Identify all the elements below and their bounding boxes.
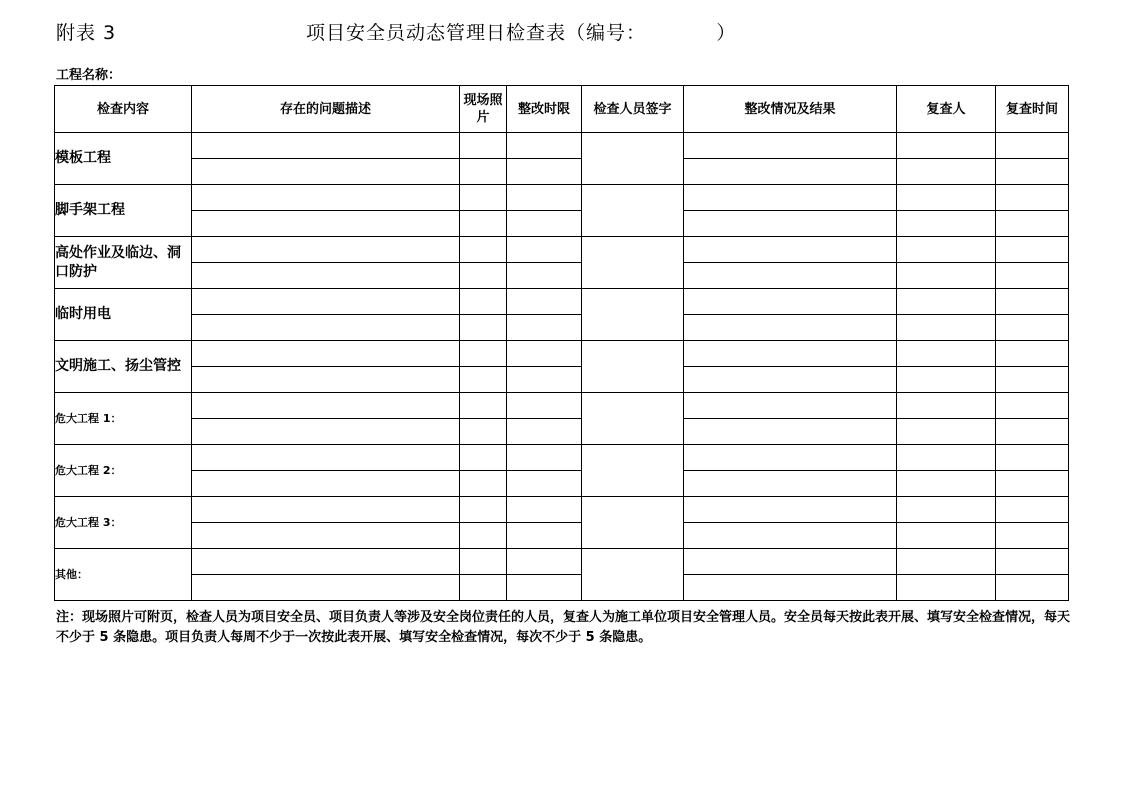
site-photo-cell[interactable] bbox=[460, 315, 507, 341]
reviewer-cell[interactable] bbox=[897, 445, 996, 471]
rectification-deadline-cell[interactable] bbox=[507, 237, 582, 263]
review-time-cell[interactable] bbox=[996, 315, 1069, 341]
inspector-signature-cell[interactable] bbox=[582, 133, 684, 185]
rectification-deadline-cell[interactable] bbox=[507, 133, 582, 159]
rectification-result-cell[interactable] bbox=[684, 549, 897, 575]
rectification-result-cell[interactable] bbox=[684, 159, 897, 185]
rectification-result-cell[interactable] bbox=[684, 497, 897, 523]
table-row bbox=[55, 185, 1069, 211]
rectification-deadline-cell[interactable] bbox=[507, 341, 582, 367]
reviewer-cell[interactable] bbox=[897, 315, 996, 341]
rectification-deadline-cell[interactable] bbox=[507, 159, 582, 185]
rectification-result-cell[interactable] bbox=[684, 315, 897, 341]
problem-description-cell[interactable] bbox=[192, 419, 460, 445]
site-photo-cell[interactable] bbox=[460, 159, 507, 185]
category-label: 脚手架工程 bbox=[55, 185, 192, 237]
rectification-deadline-cell[interactable] bbox=[507, 445, 582, 471]
category-label: 其他： bbox=[55, 549, 192, 601]
problem-description-cell[interactable] bbox=[192, 445, 460, 471]
reviewer-cell[interactable] bbox=[897, 367, 996, 393]
site-photo-cell[interactable] bbox=[460, 419, 507, 445]
site-photo-cell[interactable] bbox=[460, 549, 507, 575]
rectification-result-cell[interactable] bbox=[684, 575, 897, 601]
inspector-signature-cell[interactable] bbox=[582, 445, 684, 497]
appendix-label: 附表 3 bbox=[56, 22, 117, 44]
col-header-rectification-deadline: 整改时限 bbox=[507, 86, 582, 133]
inspection-table bbox=[54, 85, 1069, 601]
table-row bbox=[55, 315, 1069, 341]
table-row bbox=[55, 159, 1069, 185]
review-time-cell[interactable] bbox=[996, 237, 1069, 263]
problem-description-cell[interactable] bbox=[192, 549, 460, 575]
review-time-cell[interactable] bbox=[996, 497, 1069, 523]
problem-description-cell[interactable] bbox=[192, 263, 460, 289]
review-time-cell[interactable] bbox=[996, 393, 1069, 419]
problem-description-cell[interactable] bbox=[192, 471, 460, 497]
table-row bbox=[55, 393, 1069, 419]
rectification-result-cell[interactable] bbox=[684, 263, 897, 289]
rectification-result-cell[interactable] bbox=[684, 367, 897, 393]
table-row bbox=[55, 367, 1069, 393]
site-photo-cell[interactable] bbox=[460, 133, 507, 159]
inspector-signature-cell[interactable] bbox=[582, 341, 684, 393]
rectification-deadline-cell[interactable] bbox=[507, 497, 582, 523]
category-label: 文明施工、扬尘管控 bbox=[55, 341, 192, 393]
site-photo-cell[interactable] bbox=[460, 367, 507, 393]
rectification-deadline-cell[interactable] bbox=[507, 289, 582, 315]
rectification-deadline-cell[interactable] bbox=[507, 393, 582, 419]
rectification-deadline-cell[interactable] bbox=[507, 185, 582, 211]
table-row bbox=[55, 263, 1069, 289]
problem-description-cell[interactable] bbox=[192, 289, 460, 315]
review-time-cell[interactable] bbox=[996, 549, 1069, 575]
table-row bbox=[55, 549, 1069, 575]
col-header-problem-description: 存在的问题描述 bbox=[192, 86, 460, 133]
rectification-deadline-cell[interactable] bbox=[507, 211, 582, 237]
reviewer-cell[interactable] bbox=[897, 523, 996, 549]
rectification-deadline-cell[interactable] bbox=[507, 419, 582, 445]
col-header-site-photo: 现场照片 bbox=[460, 86, 507, 133]
rectification-deadline-cell[interactable] bbox=[507, 471, 582, 497]
rectification-deadline-cell[interactable] bbox=[507, 523, 582, 549]
rectification-result-cell[interactable] bbox=[684, 419, 897, 445]
review-time-cell[interactable] bbox=[996, 575, 1069, 601]
table-row bbox=[55, 497, 1069, 523]
table-row bbox=[55, 471, 1069, 497]
table-row bbox=[55, 445, 1069, 471]
problem-description-cell[interactable] bbox=[192, 367, 460, 393]
review-time-cell[interactable] bbox=[996, 419, 1069, 445]
problem-description-cell[interactable] bbox=[192, 497, 460, 523]
review-time-cell[interactable] bbox=[996, 445, 1069, 471]
reviewer-cell[interactable] bbox=[897, 133, 996, 159]
reviewer-cell[interactable] bbox=[897, 289, 996, 315]
problem-description-cell[interactable] bbox=[192, 575, 460, 601]
rectification-result-cell[interactable] bbox=[684, 523, 897, 549]
reviewer-cell[interactable] bbox=[897, 549, 996, 575]
table-row bbox=[55, 419, 1069, 445]
review-time-cell[interactable] bbox=[996, 133, 1069, 159]
reviewer-cell[interactable] bbox=[897, 159, 996, 185]
reviewer-cell[interactable] bbox=[897, 575, 996, 601]
site-photo-cell[interactable] bbox=[460, 575, 507, 601]
form-title: 项目安全员动态管理日检查表（编号： ） bbox=[306, 22, 737, 44]
site-photo-cell[interactable] bbox=[460, 523, 507, 549]
rectification-result-cell[interactable] bbox=[684, 471, 897, 497]
col-header-reviewer: 复查人 bbox=[897, 86, 996, 133]
site-photo-cell[interactable] bbox=[460, 263, 507, 289]
site-photo-cell[interactable] bbox=[460, 393, 507, 419]
rectification-result-cell[interactable] bbox=[684, 211, 897, 237]
table-row bbox=[55, 211, 1069, 237]
header-row bbox=[55, 86, 1069, 133]
review-time-cell[interactable] bbox=[996, 367, 1069, 393]
table-row bbox=[55, 237, 1069, 263]
rectification-result-cell[interactable] bbox=[684, 133, 897, 159]
problem-description-cell[interactable] bbox=[192, 341, 460, 367]
problem-description-cell[interactable] bbox=[192, 393, 460, 419]
table-row bbox=[55, 133, 1069, 159]
site-photo-cell[interactable] bbox=[460, 185, 507, 211]
problem-description-cell[interactable] bbox=[192, 185, 460, 211]
review-time-cell[interactable] bbox=[996, 211, 1069, 237]
reviewer-cell[interactable] bbox=[897, 497, 996, 523]
col-header-check-content: 检查内容 bbox=[55, 86, 192, 133]
rectification-result-cell[interactable] bbox=[684, 289, 897, 315]
problem-description-cell[interactable] bbox=[192, 159, 460, 185]
col-header-review-time: 复查时间 bbox=[996, 86, 1069, 133]
rectification-result-cell[interactable] bbox=[684, 341, 897, 367]
problem-description-cell[interactable] bbox=[192, 315, 460, 341]
col-header-rectification-result: 整改情况及结果 bbox=[684, 86, 897, 133]
rectification-deadline-cell[interactable] bbox=[507, 367, 582, 393]
rectification-deadline-cell[interactable] bbox=[507, 549, 582, 575]
inspector-signature-cell[interactable] bbox=[582, 497, 684, 549]
rectification-deadline-cell[interactable] bbox=[507, 575, 582, 601]
category-label: 危大工程 2： bbox=[55, 445, 192, 497]
review-time-cell[interactable] bbox=[996, 523, 1069, 549]
reviewer-cell[interactable] bbox=[897, 237, 996, 263]
inspector-signature-cell[interactable] bbox=[582, 185, 684, 237]
category-label: 模板工程 bbox=[55, 133, 192, 185]
site-photo-cell[interactable] bbox=[460, 497, 507, 523]
category-label: 临时用电 bbox=[55, 289, 192, 341]
review-time-cell[interactable] bbox=[996, 159, 1069, 185]
review-time-cell[interactable] bbox=[996, 289, 1069, 315]
inspector-signature-cell[interactable] bbox=[582, 393, 684, 445]
problem-description-cell[interactable] bbox=[192, 133, 460, 159]
rectification-deadline-cell[interactable] bbox=[507, 315, 582, 341]
reviewer-cell[interactable] bbox=[897, 419, 996, 445]
project-name-label: 工程名称： bbox=[56, 68, 122, 83]
table-row bbox=[55, 575, 1069, 601]
rectification-result-cell[interactable] bbox=[684, 445, 897, 471]
inspector-signature-cell[interactable] bbox=[582, 237, 684, 289]
table-row bbox=[55, 523, 1069, 549]
table-body bbox=[55, 133, 1069, 601]
review-time-cell[interactable] bbox=[996, 341, 1069, 367]
table-row bbox=[55, 341, 1069, 367]
site-photo-cell[interactable] bbox=[460, 289, 507, 315]
reviewer-cell[interactable] bbox=[897, 471, 996, 497]
site-photo-cell[interactable] bbox=[460, 341, 507, 367]
site-photo-cell[interactable] bbox=[460, 237, 507, 263]
site-photo-cell[interactable] bbox=[460, 445, 507, 471]
rectification-result-cell[interactable] bbox=[684, 185, 897, 211]
footnote: 注：现场照片可附页，检查人员为项目安全员、项目负责人等涉及安全岗位责任的人员，复查人为施工单位项目安全管理人员。安全员每天按此表开展、填写安全检查情况，每天不少于 5 条隐患。项目负责人每周不少于一次按此表开展、填写安全检查情况，每次不少于 5 条隐患。 bbox=[56, 610, 1071, 645]
reviewer-cell[interactable] bbox=[897, 211, 996, 237]
inspector-signature-cell[interactable] bbox=[582, 549, 684, 601]
problem-description-cell[interactable] bbox=[192, 237, 460, 263]
category-label: 危大工程 3： bbox=[55, 497, 192, 549]
reviewer-cell[interactable] bbox=[897, 263, 996, 289]
category-label: 危大工程 1： bbox=[55, 393, 192, 445]
site-photo-cell[interactable] bbox=[460, 471, 507, 497]
reviewer-cell[interactable] bbox=[897, 185, 996, 211]
review-time-cell[interactable] bbox=[996, 471, 1069, 497]
problem-description-cell[interactable] bbox=[192, 211, 460, 237]
review-time-cell[interactable] bbox=[996, 185, 1069, 211]
reviewer-cell[interactable] bbox=[897, 341, 996, 367]
table-row bbox=[55, 289, 1069, 315]
rectification-result-cell[interactable] bbox=[684, 393, 897, 419]
inspector-signature-cell[interactable] bbox=[582, 289, 684, 341]
rectification-result-cell[interactable] bbox=[684, 237, 897, 263]
col-header-inspector-signature: 检查人员签字 bbox=[582, 86, 684, 133]
category-label: 高处作业及临边、洞口防护 bbox=[55, 237, 192, 289]
problem-description-cell[interactable] bbox=[192, 523, 460, 549]
reviewer-cell[interactable] bbox=[897, 393, 996, 419]
rectification-deadline-cell[interactable] bbox=[507, 263, 582, 289]
review-time-cell[interactable] bbox=[996, 263, 1069, 289]
site-photo-cell[interactable] bbox=[460, 211, 507, 237]
